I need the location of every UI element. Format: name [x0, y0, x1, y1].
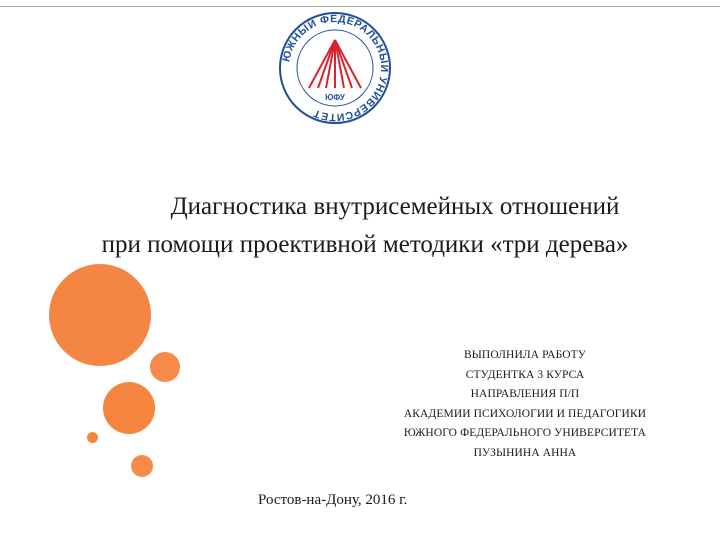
decor-circle-large: [49, 264, 151, 366]
decor-circle-small: [150, 352, 180, 382]
decor-circle-tiny: [87, 432, 98, 443]
decor-circle-medium: [103, 382, 155, 434]
title-line-1: Диагностика внутрисемейных отношений: [170, 193, 620, 220]
decor-circle-small-2: [131, 455, 153, 477]
author-block: [360, 346, 690, 463]
author-line: АКАДЕМИИ ПСИХОЛОГИИ И ПЕДАГОГИКИ: [403, 407, 647, 420]
slide-title: [20, 188, 710, 264]
logo-ring-text: ЮЖНЫЙ ФЕДЕРАЛЬНЫЙ УНИВЕРСИТЕТ: [280, 12, 391, 124]
top-divider: [0, 6, 720, 7]
author-line: СТУДЕНТКА 3 КУРСА: [465, 368, 585, 381]
logo-abbr: ЮФУ: [325, 93, 345, 102]
author-line: ВЫПОЛНИЛА РАБОТУ: [464, 349, 586, 361]
author-line: ЮЖНОГО ФЕДЕРАЛЬНОГО УНИВЕРСИТЕТА: [403, 427, 647, 439]
author-line: ПУЗЫНИНА АННА: [473, 446, 577, 459]
author-line: НАПРАВЛЕНИЯ П/П: [470, 388, 580, 400]
title-line-2: при помощи проективной методики «три дерева»: [101, 231, 629, 258]
city-year: Ростов-на-Дону, 2016 г.: [258, 492, 408, 508]
university-logo: [275, 8, 395, 128]
